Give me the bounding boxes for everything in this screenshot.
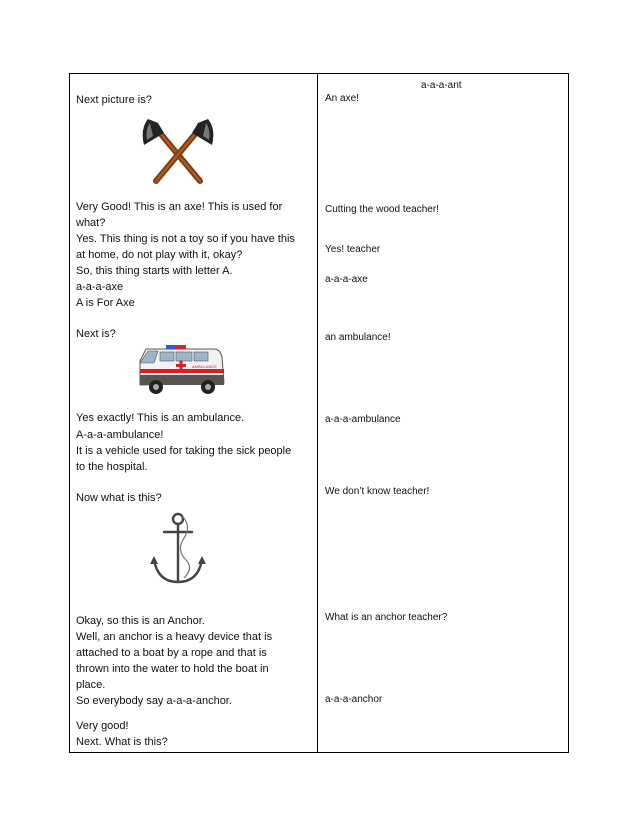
crossed-axes-image xyxy=(138,115,218,185)
ant-response: a-a-a-ant xyxy=(421,80,462,91)
text-line: A is For Axe xyxy=(76,297,135,309)
axe-head-left xyxy=(143,119,164,145)
text-line: Well, an anchor is a heavy device that is xyxy=(76,631,273,643)
next-is-text: Next is? xyxy=(76,328,116,340)
text-line: what? xyxy=(76,217,106,229)
text-line: So everybody say a-a-a-anchor. xyxy=(76,695,232,707)
next-picture-text: Next picture is? xyxy=(76,94,152,106)
axe-chant-response: a-a-a-axe xyxy=(325,274,368,285)
cutting-response: Cutting the wood teacher! xyxy=(325,204,439,215)
text-line: thrown into the water to hold the boat in xyxy=(76,663,269,675)
text-line: A-a-a-ambulance! xyxy=(76,429,164,441)
now-what-text: Now what is this? xyxy=(76,492,162,504)
text-line: So, this thing starts with letter A. xyxy=(76,265,233,277)
text-line: Very Good! This is an axe! This is used for xyxy=(76,201,283,213)
text-line: place. xyxy=(76,679,106,691)
anchor-chant-response: a-a-a-anchor xyxy=(325,694,383,705)
text-line: at home, do not play with it, okay? xyxy=(76,249,243,261)
axe-handle-left xyxy=(160,133,200,181)
axe-response: An axe! xyxy=(325,93,359,104)
text-line: Very good! xyxy=(76,720,129,732)
ambulance-chant-response: a-a-a-ambulance xyxy=(325,414,401,425)
ambulance-decal-text: AMBULANCE xyxy=(192,364,217,369)
ambulance-response: an ambulance! xyxy=(325,332,391,343)
text-line: attached to a boat by a rope and that is xyxy=(76,647,267,659)
axe-head-right xyxy=(192,119,213,145)
ambulance-image xyxy=(136,343,228,399)
text-line: a-a-a-axe xyxy=(76,281,124,293)
axe-handle-right xyxy=(156,133,196,181)
text-line: It is a vehicle used for taking the sick people xyxy=(76,445,292,457)
dont-know-response: We don’t know teacher! xyxy=(325,486,430,497)
text-line: Next. What is this? xyxy=(76,736,168,748)
text-line: to the hospital. xyxy=(76,461,148,473)
text-line: Yes exactly! This is an ambulance. xyxy=(76,412,245,424)
text-line: Okay, so this is an Anchor. xyxy=(76,615,205,627)
column-divider xyxy=(317,73,318,753)
yes-teacher-response: Yes! teacher xyxy=(325,244,381,255)
text-line: Yes. This thing is not a toy so if you have this xyxy=(76,233,295,245)
anchor-image xyxy=(148,512,208,590)
anchor-question-response: What is an anchor teacher? xyxy=(325,612,448,623)
